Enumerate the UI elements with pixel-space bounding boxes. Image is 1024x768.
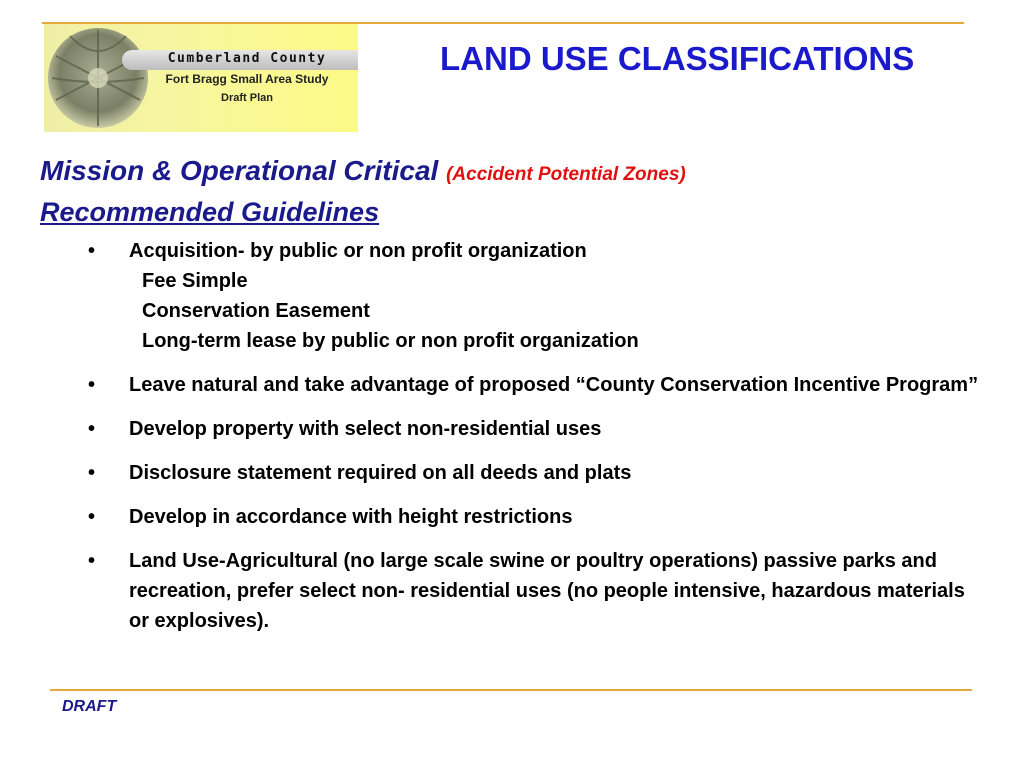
list-subitem: Conservation Easement [142, 300, 370, 322]
footer-draft-label: DRAFT [62, 698, 117, 715]
guidelines-list [88, 236, 988, 650]
list-subitem: Fee Simple [142, 270, 248, 292]
bottom-rule [50, 689, 972, 691]
list-item-text: Develop in accordance with height restrictions [129, 506, 573, 528]
list-item [88, 502, 988, 532]
list-subitem: Long-term lease by public or non profit organization [142, 330, 639, 352]
bullet-dot: • [88, 550, 96, 572]
cumberland-county-logo [44, 24, 358, 132]
slide-title: LAND USE CLASSIFICATIONS [440, 40, 915, 77]
list-item [88, 458, 988, 488]
section-heading-sub: (Accident Potential Zones) [446, 164, 686, 185]
logo-title: Cumberland County [167, 51, 327, 66]
list-item [88, 370, 988, 400]
list-item-text: Acquisition- by public or non profit organization [129, 240, 587, 262]
list-item [88, 236, 988, 356]
list-item-text: Develop property with select non-residential uses [129, 418, 602, 440]
list-item [88, 414, 988, 444]
bullet-dot: • [88, 462, 96, 484]
logo-subtitle: Fort Bragg Small Area Study [165, 72, 329, 86]
bullet-dot: • [88, 240, 96, 262]
list-item-text: Land Use-Agricultural (no large scale swine or poultry operations) passive parks and recreation, prefer select non- residential uses (no people intensive, hazardous materials or explosives). [129, 550, 965, 632]
guidelines-heading: Recommended Guidelines [40, 197, 380, 227]
logo-plan-label: Draft Plan [221, 92, 273, 104]
section-heading-main: Mission & Operational Critical [40, 155, 439, 186]
list-item-text: Leave natural and take advantage of proposed “County Conservation Incentive Program” [129, 374, 979, 396]
section-heading [40, 155, 686, 187]
bullet-dot: • [88, 418, 96, 440]
bullet-dot: • [88, 506, 96, 528]
list-item [88, 546, 988, 636]
list-item-text: Disclosure statement required on all deeds and plats [129, 462, 632, 484]
bullet-dot: • [88, 374, 96, 396]
